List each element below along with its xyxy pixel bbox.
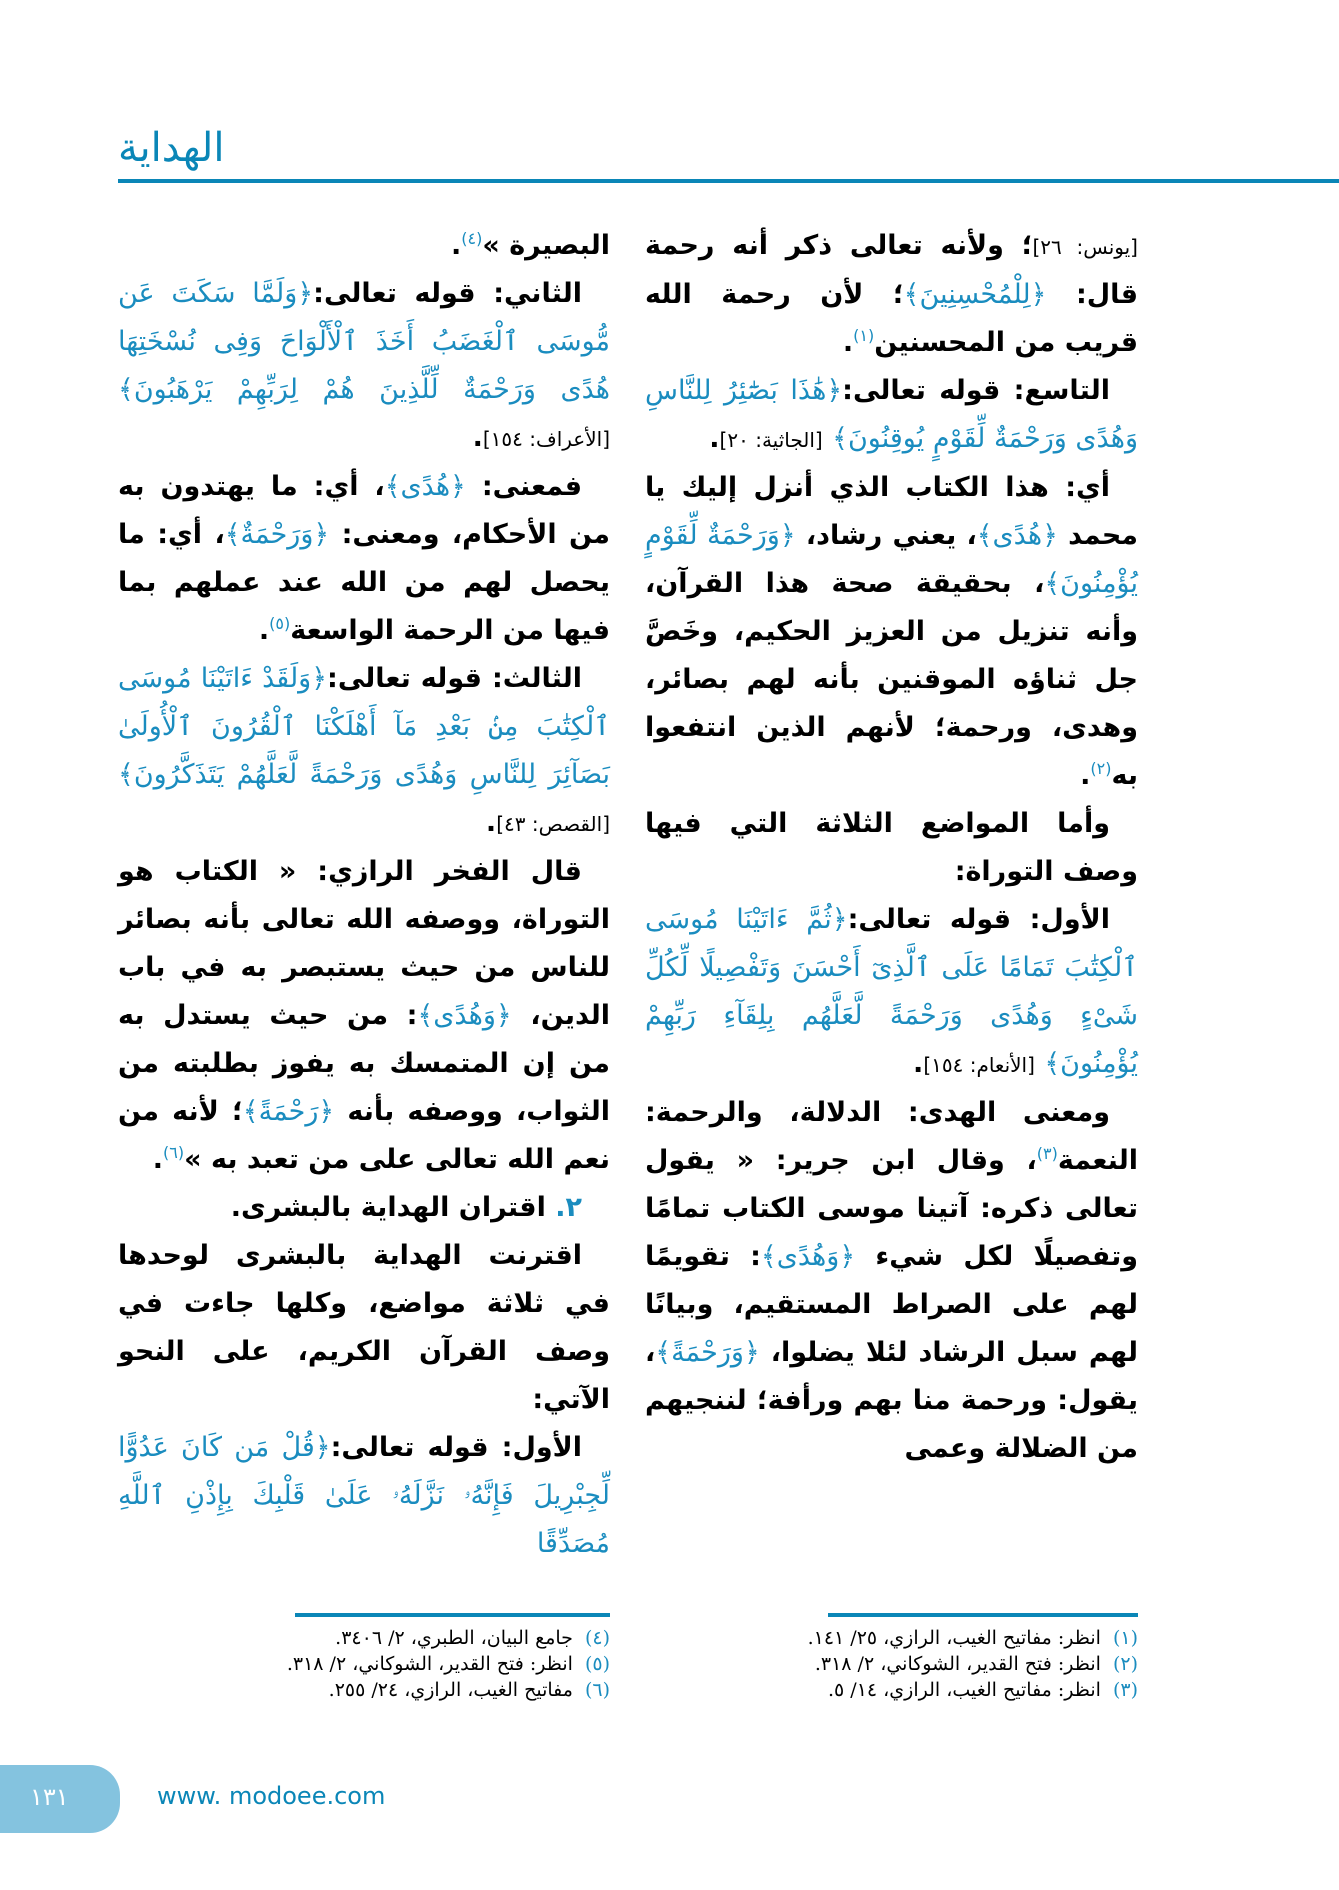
footnotes-right bbox=[645, 1625, 1138, 1703]
footnote-marker[interactable]: (٥) bbox=[269, 614, 291, 633]
body-text: ؛ لأن رحمة الله قريب من المحسنين bbox=[645, 279, 1138, 358]
quran-quote: ﴿وَرَحْمَةٌ لِّقَوْمٍ يُؤْمِنُونَ﴾ bbox=[645, 520, 1138, 599]
body-text: : من حيث يستدل به من إن المتمسك به يفوز بطلبته من الثواب، ووصفه بأنه bbox=[118, 1000, 610, 1127]
footnote bbox=[645, 1651, 1138, 1677]
paragraph bbox=[118, 848, 610, 1184]
body-text: ، أي: ما يحصل لهم من الله عند عملهم بما فيها من الرحمة الواسعة bbox=[118, 519, 610, 646]
verse-reference: [يونس: ٢٦] bbox=[1032, 235, 1138, 259]
body-text: اقترنت الهداية بالبشرى لوحدها في ثلاثة مواضع، وكلها جاءت في وصف القرآن الكريم، على النحو الآتي: bbox=[118, 1240, 610, 1415]
footnote-number: (١) bbox=[1112, 1627, 1138, 1649]
quran-quote: ﴿وَهُدًى﴾ bbox=[760, 1241, 856, 1272]
item-label: الأول: bbox=[1029, 904, 1110, 935]
footnote-marker[interactable]: (٦) bbox=[163, 1143, 185, 1162]
paragraph bbox=[645, 896, 1138, 1089]
footnote bbox=[118, 1677, 610, 1703]
left-column bbox=[118, 222, 610, 1568]
quran-quote: ﴿هُدًى﴾ bbox=[384, 471, 466, 502]
body-text: قوله تعالى: bbox=[847, 904, 1012, 935]
period: . bbox=[451, 230, 462, 261]
footnote-number: (٦) bbox=[584, 1679, 610, 1701]
item-label: الثاني: bbox=[493, 278, 582, 309]
body-text: قوله تعالى: bbox=[327, 663, 482, 694]
quran-quote: ﴿وَلَقَدْ ءَاتَيْنَا مُوسَى ٱلْكِتَٰبَ مِنۢ بَعْدِ مَآ أَهْلَكْنَا ٱلْقُرُونَ ٱلْأُولَىٰ بَصَآئِرَ لِلنَّاسِ وَهُدًى وَرَحْمَةً لَّعَلَّهُمْ يَتَذَكَّرُونَ﴾ bbox=[118, 663, 610, 790]
body-text: فمعنى: bbox=[481, 471, 582, 502]
footnote-text: انظر: مفاتيح الغيب، الرازي، ١٤/ ٥. bbox=[827, 1679, 1101, 1701]
footnote bbox=[118, 1625, 610, 1651]
footnote-number: (٥) bbox=[584, 1653, 610, 1675]
running-header-title: الهداية bbox=[118, 125, 225, 171]
body-text: وأما المواضع الثلاثة التي فيها وصف التوراة: bbox=[645, 808, 1138, 887]
footnote-marker[interactable]: (٤) bbox=[461, 229, 483, 248]
right-column bbox=[645, 222, 1138, 1473]
footnote-marker[interactable]: (٣) bbox=[1036, 1144, 1058, 1163]
footnotes-left bbox=[118, 1625, 610, 1703]
body-text: ، أي: ما يهتدون به من الأحكام، ومعنى: bbox=[118, 471, 610, 550]
quran-quote: ﴿هُدًى﴾ bbox=[976, 520, 1058, 551]
footnote-number: (٣) bbox=[1112, 1679, 1138, 1701]
body-text: أي: هذا الكتاب الذي أنزل إليك يا محمد bbox=[645, 472, 1139, 551]
footnote-number: (٤) bbox=[584, 1627, 610, 1649]
body-text: قوله تعالى: bbox=[330, 1432, 489, 1463]
period: . bbox=[1080, 760, 1091, 791]
footnote bbox=[645, 1625, 1138, 1651]
body-text: ، يعني رشاد، bbox=[805, 520, 977, 551]
period: . bbox=[472, 422, 483, 453]
body-text: ، يقول: ورحمة منا بهم ورأفة؛ لننجيهم من الضلالة وعمى bbox=[645, 1337, 1138, 1464]
paragraph bbox=[118, 463, 610, 655]
body-text: قال الفخر الرازي: « الكتاب هو التوراة، ووصفه الله تعالى بأنه بصائر للناس من حيث يستبصر به في باب الدين، bbox=[118, 856, 610, 1031]
quran-quote: ﴿هَٰذَا بَصَٰٓئِرُ لِلنَّاسِ وَهُدًى وَرَحْمَةٌ لِّقَوْمٍ يُوقِنُونَ﴾ bbox=[645, 375, 1138, 454]
body-text: ، بحقيقة صحة هذا القرآن، وأنه تنزيل من العزيز الحكيم، وخَصَّ جل ثناؤه الموقنين بأنه لهم بصائر، وهدى، ورحمة؛ لأنهم الذين انتفعوا به bbox=[645, 568, 1138, 791]
period: . bbox=[258, 615, 270, 646]
item-label: التاسع: bbox=[1013, 375, 1110, 406]
footnote bbox=[118, 1651, 610, 1677]
paragraph bbox=[118, 655, 610, 848]
quran-quote: ﴿لِلْمُحْسِنِينَ﴾ bbox=[903, 279, 1047, 310]
verse-reference: [الجاثية: ٢٠] bbox=[719, 428, 823, 452]
period: . bbox=[842, 327, 854, 358]
quran-quote: ﴿ثُمَّ ءَاتَيْنَا مُوسَى ٱلْكِتَٰبَ تَمَامًا عَلَى ٱلَّذِىٓ أَحْسَنَ وَتَفْصِيلًا لِّكُلِّ شَىْءٍ وَهُدًى وَرَحْمَةً لَّعَلَّهُم بِلِقَآءِ رَبِّهِمْ يُؤْمِنُونَ﴾ bbox=[645, 904, 1138, 1079]
quran-quote: ﴿رَحْمَةً﴾ bbox=[242, 1096, 335, 1127]
page-number-badge bbox=[0, 1765, 120, 1833]
period: . bbox=[152, 1144, 164, 1175]
footnote-text: مفاتيح الغيب، الرازي، ٢٤/ ٢٥٥. bbox=[328, 1679, 573, 1701]
quran-quote: ﴿وَهُدًى﴾ bbox=[417, 1000, 512, 1031]
paragraph bbox=[645, 222, 1138, 367]
footnote-separator bbox=[295, 1613, 610, 1617]
website-link[interactable]: www. modoee.com bbox=[157, 1782, 386, 1810]
section-heading-text: اقتران الهداية بالبشرى. bbox=[230, 1192, 546, 1223]
paragraph bbox=[645, 800, 1138, 896]
item-label: الأول: bbox=[501, 1432, 583, 1463]
period: . bbox=[485, 807, 497, 838]
paragraph bbox=[645, 1089, 1138, 1473]
body-text: : تقويمًا لهم على الصراط المستقيم، وبيانًا لهم سبل الرشاد لئلا يضلوا، bbox=[645, 1241, 1138, 1368]
quran-quote: ﴿قُلْ مَن كَانَ عَدُوًّا لِّجِبْرِيلَ فَإِنَّهُۥ نَزَّلَهُۥ عَلَىٰ قَلْبِكَ بِإِذْنِ ٱللَّهِ مُصَدِّقًا bbox=[118, 1432, 610, 1559]
paragraph bbox=[118, 270, 610, 463]
verse-reference: [القصص: ٤٣] bbox=[496, 812, 610, 836]
body-text: ومعنى الهدى: الدلالة، والرحمة: النعمة bbox=[645, 1097, 1138, 1176]
verse-reference: [الأعراف: ١٥٤] bbox=[482, 427, 610, 451]
body-text: البصيرة » bbox=[482, 230, 610, 261]
body-text: ؛ ولأنه تعالى ذكر أنه رحمة قال: bbox=[645, 230, 1138, 310]
paragraph bbox=[645, 464, 1138, 800]
footnote-marker[interactable]: (١) bbox=[853, 326, 875, 345]
period: . bbox=[913, 1048, 924, 1079]
paragraph bbox=[645, 367, 1138, 464]
footnote-text: انظر: مفاتيح الغيب، الرازي، ٢٥/ ١٤١. bbox=[807, 1627, 1101, 1649]
footnote-separator bbox=[828, 1613, 1138, 1617]
paragraph bbox=[118, 1232, 610, 1424]
footnote bbox=[645, 1677, 1138, 1703]
section-heading bbox=[118, 1184, 610, 1232]
footnote-marker[interactable]: (٢) bbox=[1090, 759, 1112, 778]
paragraph bbox=[118, 1424, 610, 1568]
header-rule bbox=[118, 179, 1339, 183]
footnote-text: انظر: فتح القدير، الشوكاني، ٢/ ٣١٨. bbox=[814, 1653, 1101, 1675]
body-text: قوله تعالى: bbox=[313, 278, 476, 309]
body-text: ؛ لأنه من نعم الله تعالى على من تعبد به » bbox=[118, 1096, 610, 1175]
quran-quote: ﴿وَرَحْمَةٌ﴾ bbox=[224, 519, 330, 550]
quran-quote: ﴿وَرَحْمَةً﴾ bbox=[655, 1337, 760, 1368]
quran-quote: ﴿وَلَمَّا سَكَتَ عَن مُّوسَى ٱلْغَضَبُ أَخَذَ ٱلْأَلْوَاحَ وَفِى نُسْخَتِهَا هُدًى وَرَحْمَةٌ لِّلَّذِينَ هُمْ لِرَبِّهِمْ يَرْهَبُونَ﴾ bbox=[118, 278, 610, 405]
footnote-number: (٢) bbox=[1112, 1653, 1138, 1675]
period: . bbox=[709, 423, 720, 454]
section-number: ٢. bbox=[555, 1192, 582, 1223]
page-number: ١٣١ bbox=[30, 1783, 69, 1811]
paragraph bbox=[118, 222, 610, 270]
footnote-text: انظر: فتح القدير، الشوكاني، ٢/ ٣١٨. bbox=[286, 1653, 573, 1675]
footnote-text: جامع البيان، الطبري، ٢/ ٣٤٠٦. bbox=[335, 1627, 573, 1649]
body-text: قوله تعالى: bbox=[842, 375, 1001, 406]
item-label: الثالث: bbox=[491, 663, 583, 694]
verse-reference: [الأنعام: ١٥٤] bbox=[923, 1053, 1035, 1077]
body-text: ، وقال ابن جرير: « يقول تعالى ذكره: آتينا موسى الكتاب تمامًا وتفصيلًا لكل شيء bbox=[645, 1145, 1138, 1272]
